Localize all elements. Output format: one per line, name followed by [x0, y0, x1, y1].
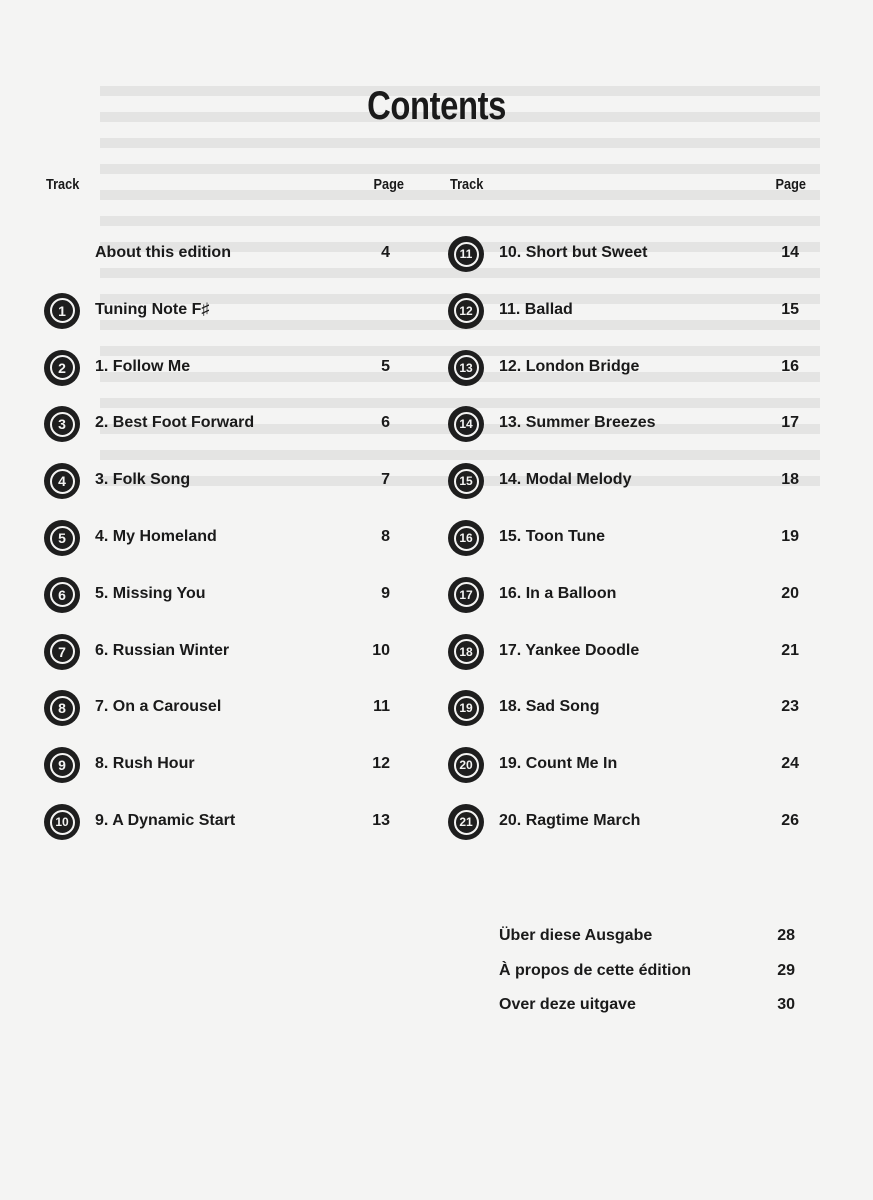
track-number: 13: [454, 355, 479, 380]
entry-page-number: 11: [373, 698, 390, 716]
entry-title: 8. Rush Hour: [95, 755, 195, 773]
entry-title: 5. Missing You: [95, 584, 206, 602]
track-number-icon: [448, 406, 484, 442]
entry-page-number: 7: [381, 471, 390, 489]
entry-page-number: 18: [781, 471, 799, 489]
track-number: 1: [50, 298, 75, 323]
track-number: 3: [50, 412, 75, 437]
track-number-icon: [448, 350, 484, 386]
track-number: 17: [454, 582, 479, 607]
entry-page-number: 30: [777, 996, 795, 1013]
entry-title: 13. Summer Breezes: [499, 414, 656, 432]
entry-title: 3. Folk Song: [95, 471, 191, 489]
entry-title: 7. On a Carousel: [95, 698, 222, 716]
track-number: 21: [454, 810, 479, 835]
entry-title: 2. Best Foot Forward: [95, 414, 255, 432]
entry-title: Über diese Ausgabe: [499, 927, 653, 944]
track-number: 6: [50, 582, 75, 607]
track-number-icon: [44, 634, 80, 670]
entry-page-number: 6: [381, 414, 390, 432]
track-number: 15: [454, 469, 479, 494]
entry-title: Over deze uitgave: [499, 996, 636, 1013]
entry-title: 4. My Homeland: [95, 528, 217, 545]
entry-page-number: 19: [781, 528, 799, 545]
entry-title: About this edition: [95, 244, 231, 261]
entry-page-number: 23: [781, 698, 799, 716]
track-number-icon: [448, 577, 484, 613]
entry-title: 15. Toon Tune: [499, 528, 606, 545]
track-number: 18: [454, 639, 479, 664]
entry-title: 6. Russian Winter: [95, 641, 230, 659]
entry-page-number: 20: [781, 584, 799, 602]
entry-page-number: 26: [781, 812, 799, 829]
track-number: 10: [50, 810, 75, 835]
entry-title: 12. London Bridge: [499, 357, 640, 375]
entry-page-number: 9: [381, 584, 390, 602]
track-number-icon: [44, 406, 80, 442]
track-number-icon: [44, 804, 80, 840]
entry-page-number: 4: [381, 244, 390, 261]
entry-title: 1. Follow Me: [95, 357, 191, 375]
track-number: 12: [454, 298, 479, 323]
track-number-icon: [44, 463, 80, 499]
track-number: 20: [454, 753, 479, 778]
entry-page-number: 13: [372, 812, 390, 829]
entry-page-number: 10: [372, 641, 390, 659]
track-number-icon: [448, 690, 484, 726]
track-number: 7: [50, 639, 75, 664]
entry-title: 17. Yankee Doodle: [499, 641, 640, 659]
entry-title: 18. Sad Song: [499, 698, 600, 716]
entry-page-number: 21: [781, 641, 799, 659]
track-number-icon: [44, 690, 80, 726]
track-number-icon: [448, 293, 484, 329]
entry-title: 20. Ragtime March: [499, 812, 641, 829]
track-number: 19: [454, 696, 479, 721]
track-number-icon: [448, 747, 484, 783]
entry-title: 14. Modal Melody: [499, 471, 632, 489]
track-number: 11: [454, 242, 479, 267]
entry-page-number: 29: [777, 961, 795, 979]
track-number: 14: [454, 412, 479, 437]
right-page-header: Page: [775, 176, 806, 193]
track-number-icon: [44, 747, 80, 783]
entry-title: 19. Count Me In: [499, 755, 618, 773]
entry-page-number: 12: [372, 755, 390, 773]
entry-title: 10. Short but Sweet: [499, 244, 648, 261]
page-title: Contents: [367, 84, 506, 128]
track-number-icon: [44, 293, 80, 329]
entry-page-number: 17: [781, 414, 799, 432]
entry-title: 16. In a Balloon: [499, 584, 617, 602]
track-number-icon: [44, 350, 80, 386]
entry-title: À propos de cette édition: [499, 961, 692, 979]
track-number: 16: [454, 526, 479, 551]
track-number: 2: [50, 355, 75, 380]
track-number: 9: [50, 753, 75, 778]
left-page-header: Page: [373, 176, 404, 193]
entry-page-number: 15: [781, 300, 799, 318]
entry-title: 11. Ballad: [499, 300, 573, 318]
track-number: 5: [50, 526, 75, 551]
entry-page-number: 28: [777, 927, 795, 944]
track-number-icon: [44, 520, 80, 556]
entry-title: Tuning Note F♯: [95, 300, 210, 318]
entry-title: 9. A Dynamic Start: [95, 812, 236, 829]
left-track-header: Track: [46, 176, 80, 193]
track-number-icon: [448, 236, 484, 272]
track-number: 8: [50, 696, 75, 721]
track-number-icon: [448, 804, 484, 840]
track-number-icon: [448, 463, 484, 499]
right-track-header: Track: [450, 176, 484, 193]
entry-page-number: 8: [381, 528, 390, 545]
entry-page-number: 5: [381, 357, 390, 375]
track-number-icon: [44, 577, 80, 613]
track-number-icon: [448, 634, 484, 670]
entry-page-number: 24: [781, 755, 799, 773]
track-number: 4: [50, 469, 75, 494]
entry-page-number: 14: [781, 244, 799, 261]
entry-page-number: 16: [781, 357, 799, 375]
track-number-icon: [448, 520, 484, 556]
